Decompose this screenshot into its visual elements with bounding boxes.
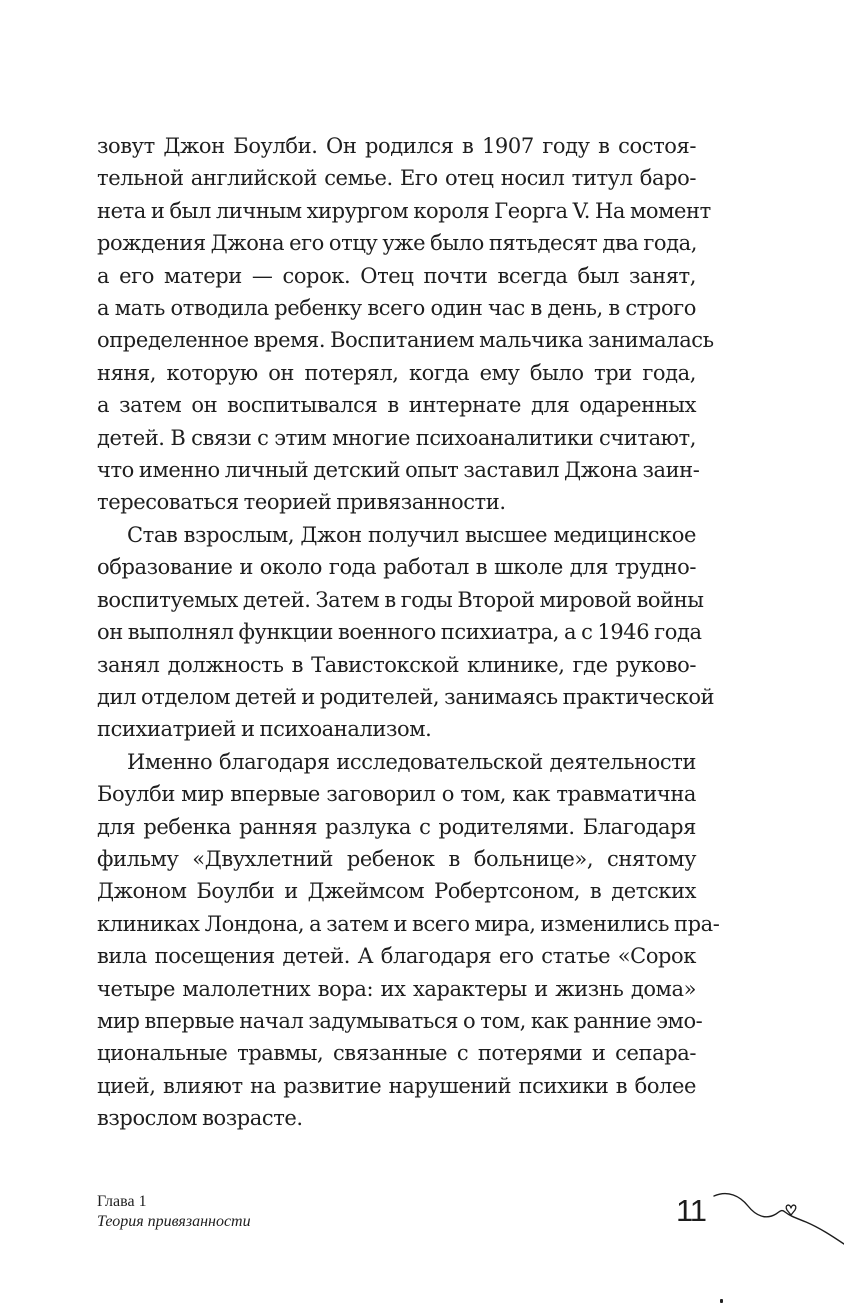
text-line: Боулби мир впервые заговорил о том, как травматична bbox=[97, 782, 696, 807]
text-line: что именно личный детский опыт заставил Джона заин- bbox=[97, 458, 700, 483]
text-line: а его матери — сорок. Отец почти всегда был занят, bbox=[97, 263, 696, 288]
text-line: занял должность в Тавистокской клинике, где руково- bbox=[97, 652, 696, 677]
text-line: он выполнял функции военного психиатра, а с 1946 года bbox=[97, 620, 702, 645]
text-line: Именно благодаря исследовательской деятельности bbox=[127, 749, 696, 774]
text-line: Став взрослым, Джон получил высшее медицинское bbox=[127, 522, 696, 547]
text-line: образование и около года работал в школе для трудно- bbox=[97, 555, 696, 580]
text-line: Джоном Боулби и Джеймсом Робертсоном, в детских bbox=[97, 879, 696, 904]
text-line: тельной английской семье. Его отец носил титул баро- bbox=[97, 166, 696, 191]
text-line: фильму «Двухлетний ребенок в больнице», снятому bbox=[97, 846, 696, 871]
text-line: воспитуемых детей. Затем в годы Второй мировой войны bbox=[97, 587, 704, 612]
text-line: циональные травмы, связанные с потерями и сепара- bbox=[97, 1041, 696, 1066]
heart-swirl-ornament-icon bbox=[710, 1188, 844, 1248]
text-line: мир впервые начал задумываться о том, как ранние эмо- bbox=[97, 1008, 703, 1033]
text-line: четыре малолетних вора: их характеры и жизнь дома» bbox=[97, 976, 696, 1001]
text-line: рождения Джона его отцу уже было пятьдесят два года, bbox=[97, 231, 697, 256]
paragraph bbox=[97, 746, 720, 1135]
text-line: вила посещения детей. А благодаря его статье «Сорок bbox=[97, 944, 696, 969]
text-line: тересоваться теорией привязанности. bbox=[97, 490, 506, 515]
text-line: определенное время. Воспитанием мальчика занималась bbox=[97, 328, 714, 353]
text-line: психиатрией и психоанализом. bbox=[97, 717, 432, 742]
chapter-title: Теория привязанности bbox=[97, 1213, 251, 1230]
text-line: для ребенка ранняя разлука с родителями. Благодаря bbox=[97, 814, 696, 839]
text-line: а мать отводила ребенку всего один час в день, в строго bbox=[97, 296, 696, 321]
text-line: цией, влияют на развитие нарушений психики в более bbox=[97, 1073, 696, 1098]
text-line: клиниках Лондона, а затем и всего мира, изменились пра- bbox=[97, 911, 720, 936]
text-line: зовут Джон Боулби. Он родился в 1907 году в состоя- bbox=[97, 134, 696, 158]
text-line: няня, которую он потерял, когда ему было три года, bbox=[97, 360, 696, 385]
paragraph bbox=[97, 519, 715, 746]
chapter-number: Глава 1 bbox=[97, 1193, 147, 1210]
text-line: а затем он воспитывался в интернате для одаренных bbox=[97, 393, 696, 418]
print-mark bbox=[720, 1299, 723, 1303]
text-line: нета и был личным хирургом короля Георга V. На момент bbox=[97, 198, 711, 223]
text-line: детей. В связи с этим многие психоаналитики считают, bbox=[97, 425, 696, 450]
paragraph bbox=[97, 130, 714, 519]
page-body bbox=[97, 130, 720, 1135]
page-number: 11 bbox=[676, 1193, 706, 1228]
running-footer bbox=[97, 1192, 251, 1232]
text-line: дил отделом детей и родителей, занимаясь практической bbox=[97, 684, 715, 709]
text-line: взрослом возрасте. bbox=[97, 1106, 303, 1131]
